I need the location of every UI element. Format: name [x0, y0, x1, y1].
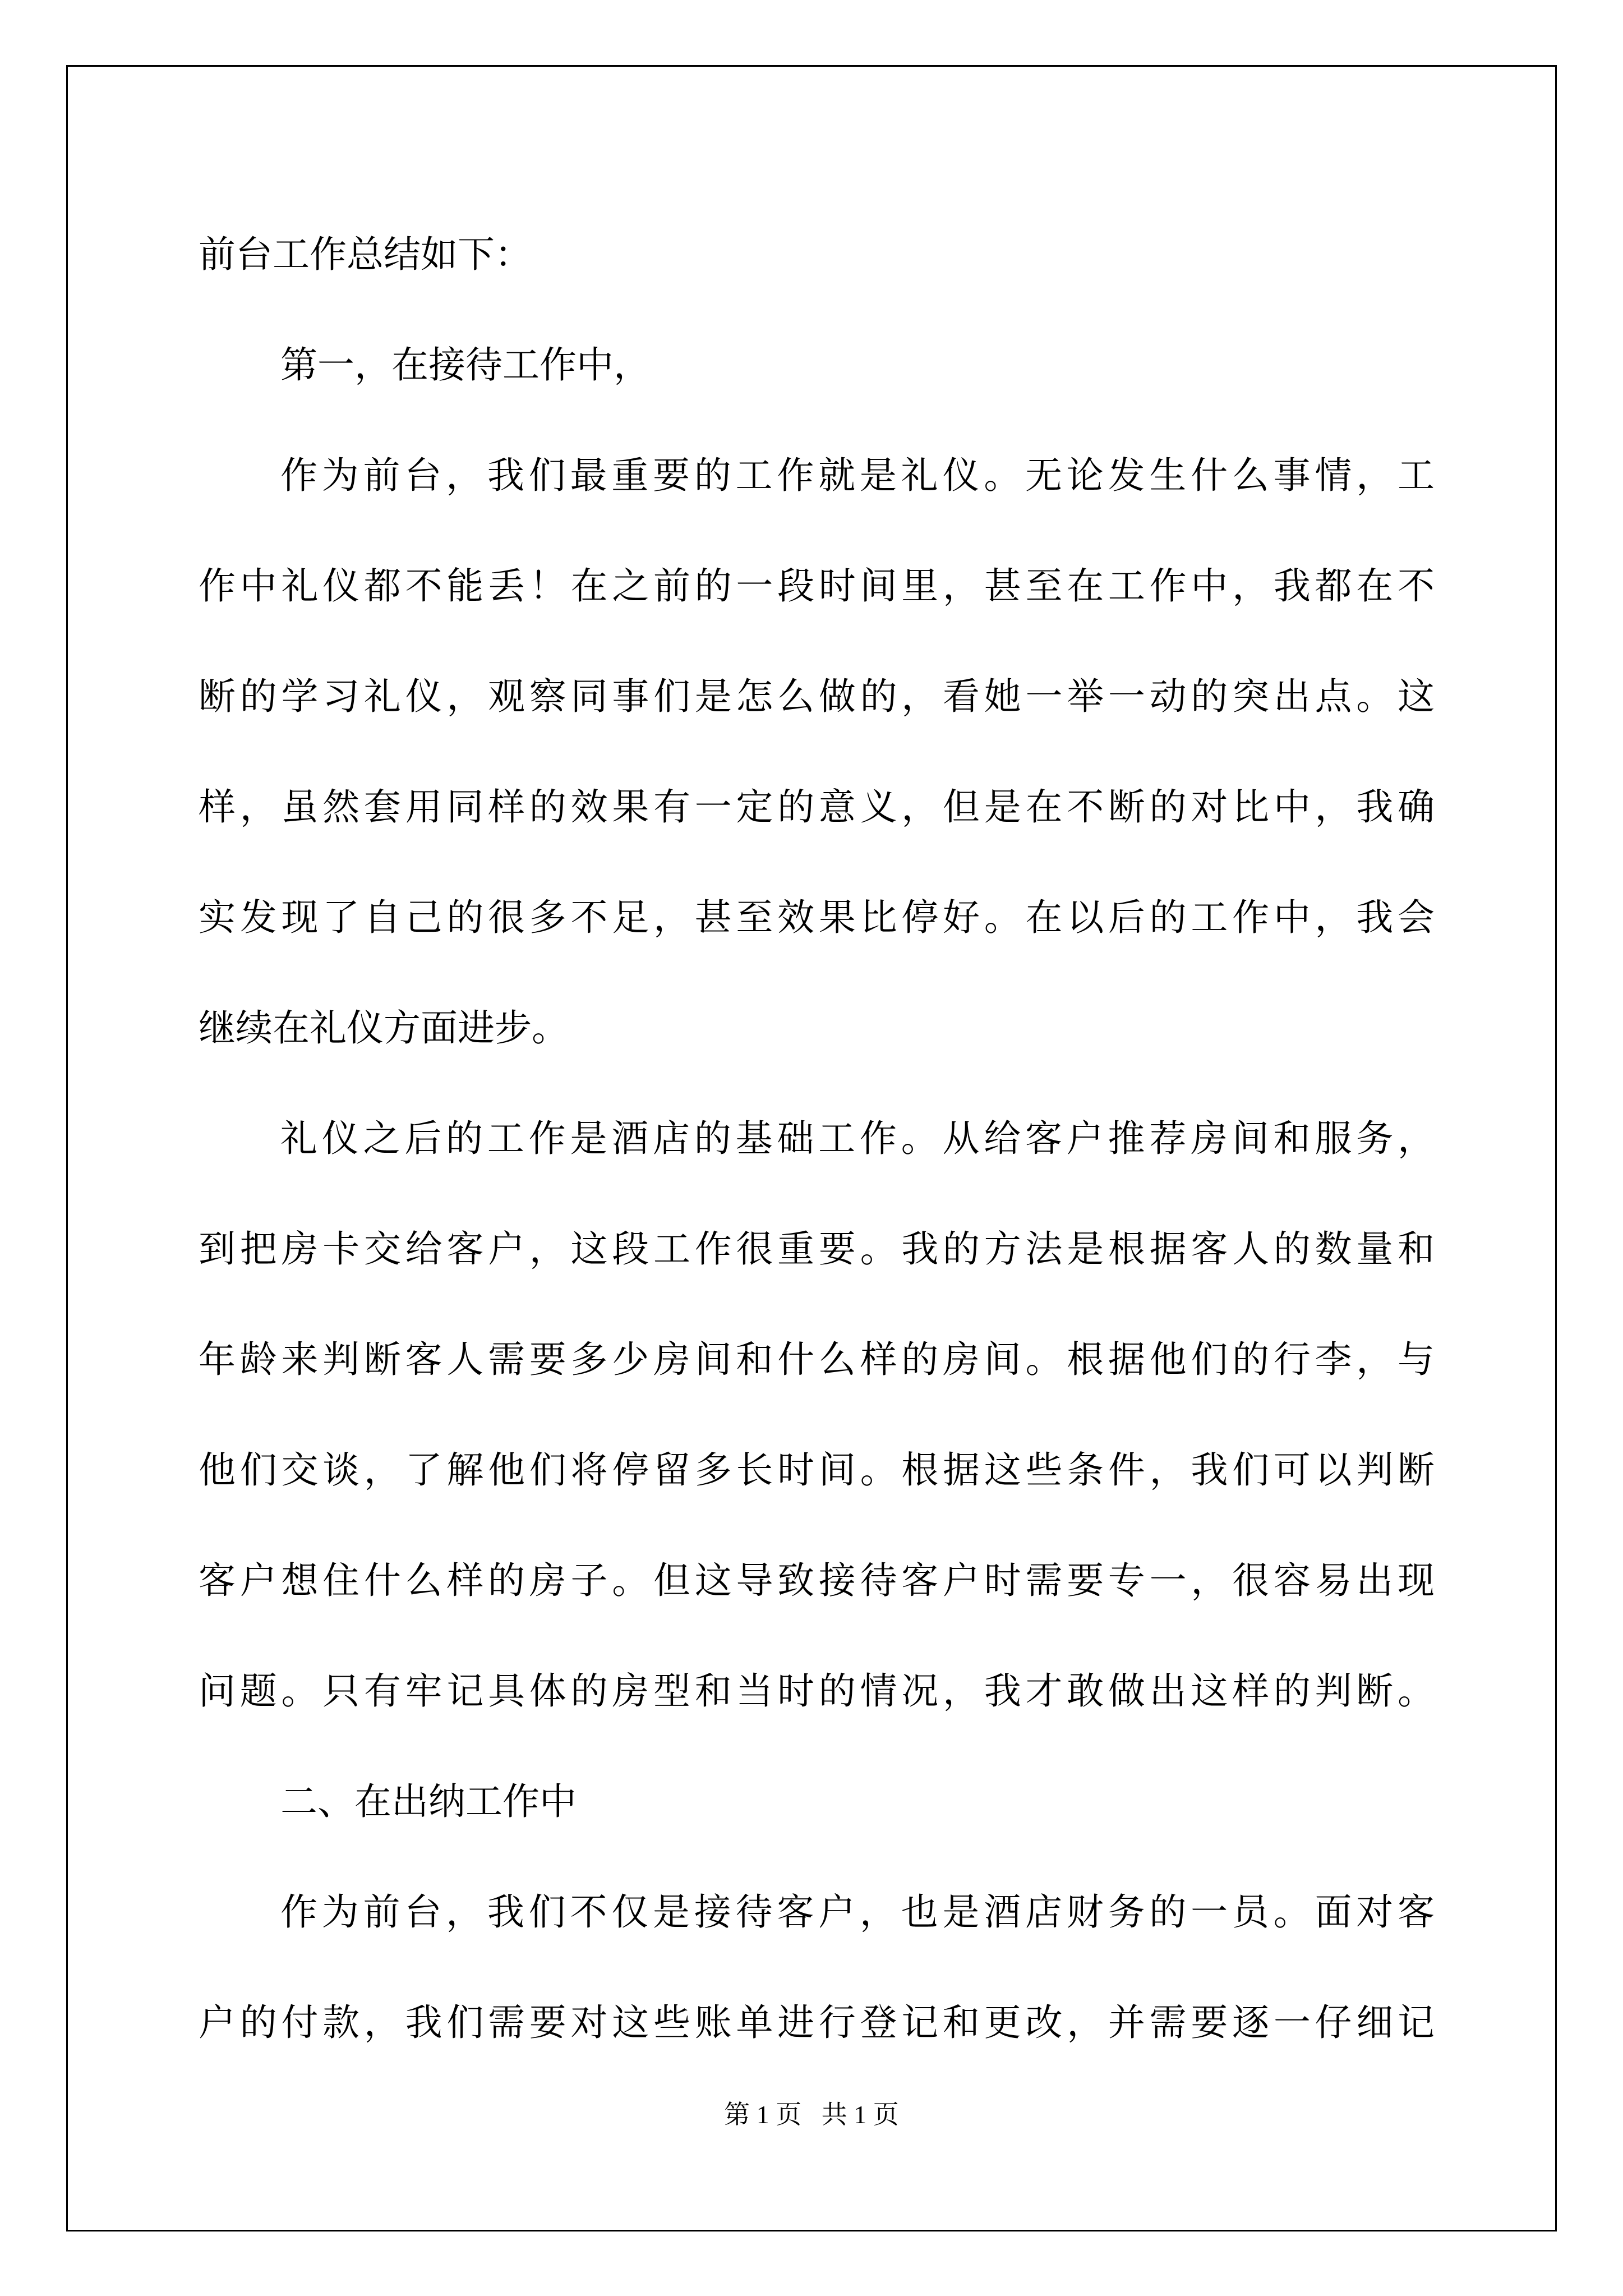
- paragraph-line: 断的学习礼仪，观察同事们是怎么做的，看她一举一动的突出点。这: [199, 675, 1435, 718]
- paragraph-line: 客户想住什么样的房子。但这导致接待客户时需要专一，很容易出现: [199, 1559, 1435, 1602]
- section-heading: 二、在出纳工作中: [280, 1780, 577, 1823]
- paragraph-line: 实发现了自己的很多不足，甚至效果比停好。在以后的工作中，我会: [199, 896, 1435, 939]
- page-footer: [0, 2098, 1623, 2132]
- paragraph-line: 礼仪之后的工作是酒店的基础工作。从给客户推荐房间和服务，: [280, 1117, 1435, 1160]
- paragraph-line: 继续在礼仪方面进步。: [199, 1006, 569, 1050]
- paragraph-line: 户的付款，我们需要对这些账单进行登记和更改，并需要逐一仔细记: [199, 2001, 1435, 2044]
- page-total: 共 1 页: [821, 2100, 899, 2129]
- page-number: 第 1 页: [724, 2100, 802, 2129]
- paragraph-line: 样，虽然套用同样的效果有一定的意义，但是在不断的对比中，我确: [199, 785, 1435, 829]
- paragraph-line: 问题。只有牢记具体的房型和当时的情况，我才敢做出这样的判断。: [199, 1669, 1435, 1713]
- paragraph-line: 他们交谈，了解他们将停留多长时间。根据这些条件，我们可以判断: [199, 1448, 1435, 1492]
- paragraph-line: 作为前台，我们不仅是接待客户，也是酒店财务的一员。面对客: [280, 1890, 1435, 1934]
- paragraph-line: 作为前台，我们最重要的工作就是礼仪。无论发生什么事情，工: [280, 454, 1435, 497]
- paragraph-line: 前台工作总结如下：: [199, 233, 532, 276]
- document-body: [199, 199, 1435, 2078]
- paragraph-line: 作中礼仪都不能丢！在之前的一段时间里，甚至在工作中，我都在不: [199, 564, 1435, 608]
- section-heading: 第一，在接待工作中，: [280, 343, 651, 386]
- paragraph-line: 到把房卡交给客户，这段工作很重要。我的方法是根据客人的数量和: [199, 1227, 1435, 1271]
- paragraph-line: 年龄来判断客人需要多少房间和什么样的房间。根据他们的行李，与: [199, 1338, 1435, 1381]
